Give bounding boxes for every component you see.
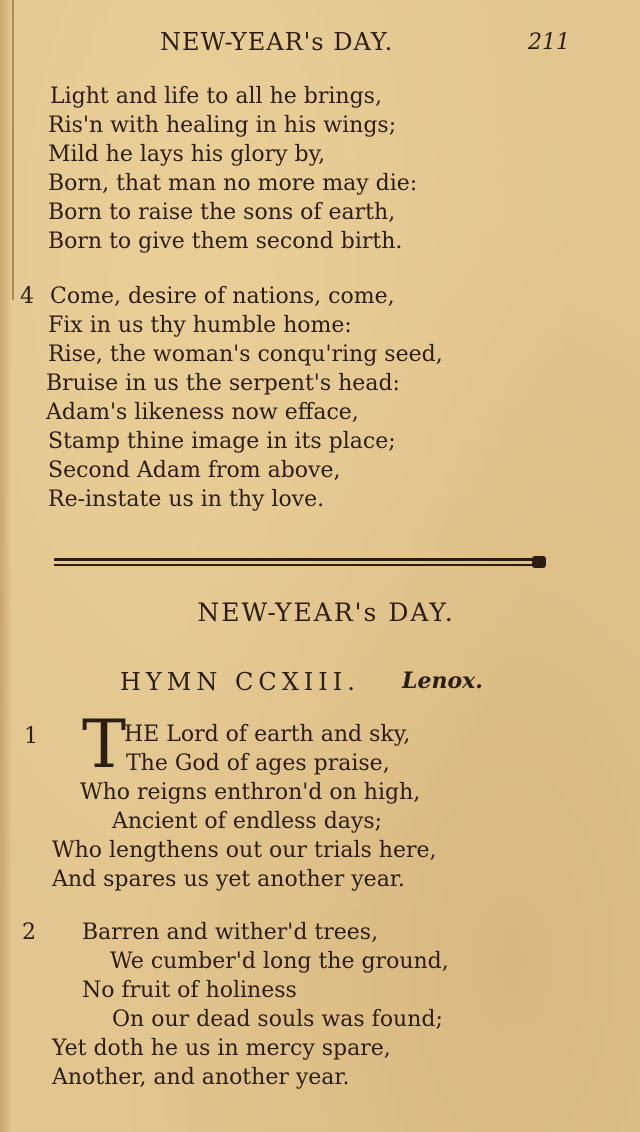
running-head [0, 28, 640, 60]
verse-line: Mild he lays his glory by, [48, 142, 326, 167]
verse-line: Ris'n with healing in his wings; [48, 113, 397, 138]
section-divider [54, 556, 546, 568]
verse-line: On our dead souls was found; [112, 1007, 443, 1032]
hymn-heading: HYMN CCXIII. [120, 668, 360, 696]
verse-line: Born to give them second birth. [48, 229, 403, 254]
verse-line: Light and life to all he brings, [50, 84, 382, 109]
verse-line: Rise, the woman's conqu'ring seed, [48, 342, 443, 367]
verse-line: Stamp thine image in its place; [48, 429, 396, 454]
verse-line: Born to raise the sons of earth, [48, 200, 396, 225]
verse-line: And spares us yet another year. [52, 867, 405, 892]
verse-line: Bruise in us the serpent's head: [46, 371, 400, 396]
stanza-4 [0, 282, 640, 514]
verse-line: Who lengthens out our trials here, [52, 838, 437, 863]
tune-name: Lenox. [402, 668, 483, 694]
verse-line: Ancient of endless days; [112, 809, 383, 834]
verse-line: Born, that man no more may die: [48, 171, 418, 196]
verse-line: Yet doth he us in mercy spare, [52, 1036, 391, 1061]
verse-line: Barren and wither'd trees, [82, 920, 379, 945]
stanza-number: 1 [24, 724, 38, 749]
page-number: 211 [528, 30, 570, 55]
verse-line: No fruit of holiness [82, 978, 297, 1003]
divider-thick-rule [54, 558, 538, 561]
verse-line: Come, desire of nations, come, [50, 284, 395, 309]
verse-line: Re-instate us in thy love. [48, 487, 325, 512]
verse-line: Second Adam from above, [48, 458, 341, 483]
hymn-stanza-2 [0, 918, 640, 1092]
verse-line: Adam's likeness now efface, [46, 400, 359, 425]
verse-line: Fix in us thy humble home: [48, 313, 352, 338]
verse-line: HE Lord of earth and sky, [124, 722, 411, 747]
running-title: NEW-YEAR's DAY. [160, 28, 394, 56]
stanza-number: 4 [20, 284, 34, 309]
drop-cap: T [82, 706, 127, 783]
verse-line: We cumber'd long the ground, [110, 949, 449, 974]
stanza-number: 2 [22, 920, 36, 945]
verse-line: The God of ages praise, [126, 751, 390, 776]
divider-ornament-icon [532, 556, 546, 568]
divider-thin-rule [54, 564, 538, 566]
section-title: NEW-YEAR's DAY. [197, 598, 455, 627]
stanza-3 [0, 82, 640, 256]
verse-line: Who reigns enthron'd on high, [80, 780, 421, 805]
verse-line: Another, and another year. [52, 1065, 350, 1090]
hymn-stanza-1 [0, 720, 640, 894]
